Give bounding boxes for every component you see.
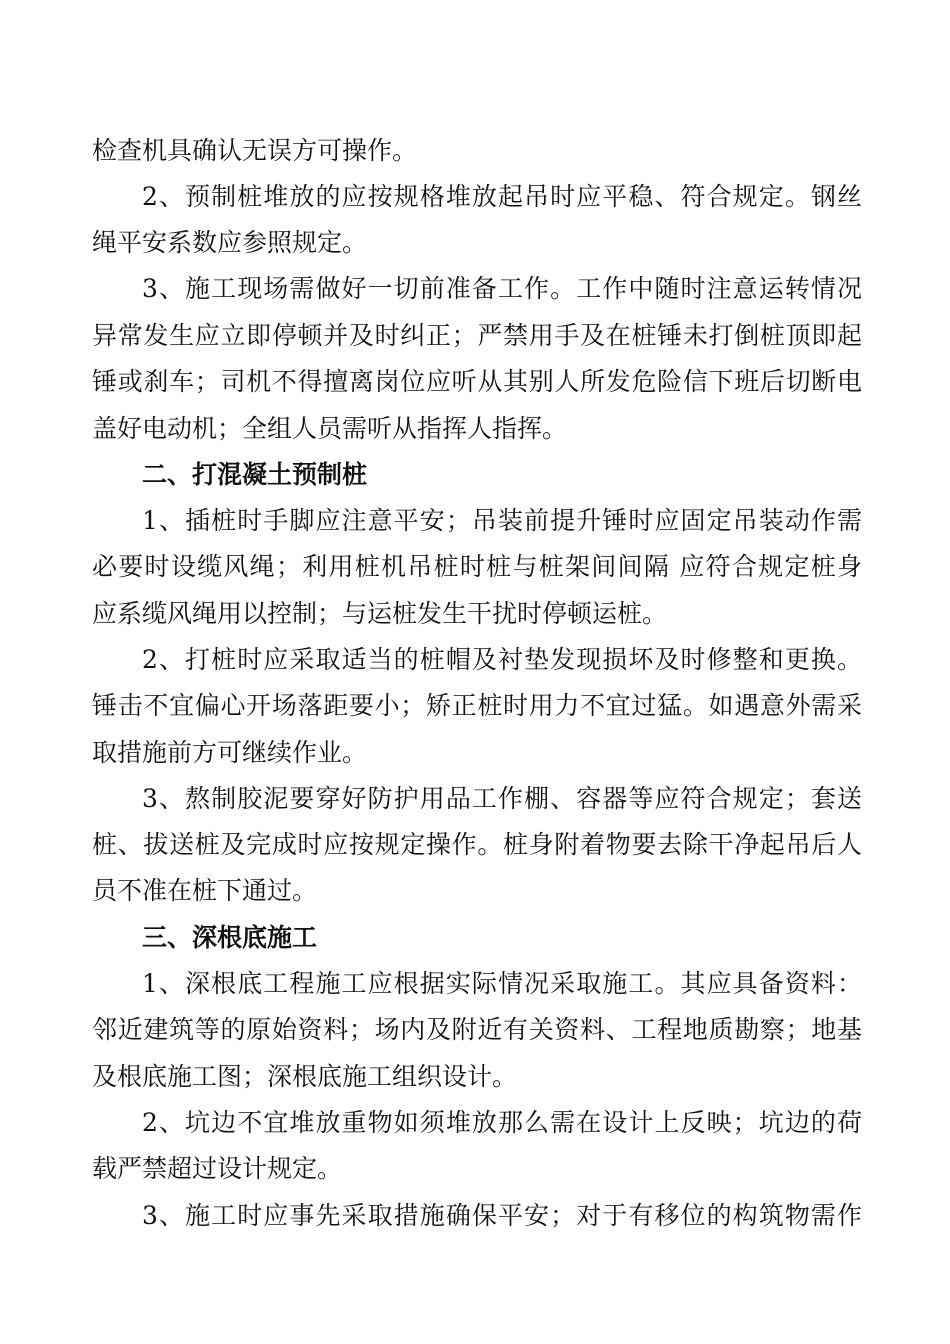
paragraph-line: 员不准在桩下通过。 xyxy=(92,876,318,905)
section-heading: 三、深根底施工 xyxy=(142,923,318,952)
paragraph-line: 锤击不宜偏心开场落距要小；矫正桩时用力不宜过猛。如遇意外需采 xyxy=(92,691,862,720)
paragraph-line: 盖好电动机；全组人员需听从指挥人指挥。 xyxy=(92,414,568,443)
paragraph-line: 检查机具确认无误方可操作。 xyxy=(92,136,418,165)
paragraph-line: 2、预制桩堆放的应按规格堆放起吊时应平稳、符合规定。钢丝 xyxy=(142,182,862,211)
paragraph-line: 异常发生应立即停顿并及时纠正；严禁用手及在桩锤未打倒桩顶即起 xyxy=(92,321,862,350)
paragraph-line: 应系缆风绳用以控制；与运桩发生干扰时停顿运桩。 xyxy=(92,599,668,628)
paragraph-line: 2、打桩时应采取适当的桩帽及衬垫发现损坏及时修整和更换。 xyxy=(142,645,862,674)
paragraph-line: 3、施工时应事先采取措施确保平安；对于有移位的构筑物需作 xyxy=(142,1201,862,1230)
paragraph-line: 及根底施工图；深根底施工组织设计。 xyxy=(92,1062,518,1091)
paragraph-line: 载严禁超过设计规定。 xyxy=(92,1154,343,1183)
paragraph-line: 2、坑边不宜堆放重物如须堆放那么需在设计上反映；坑边的荷 xyxy=(142,1108,862,1137)
paragraph-line: 3、施工现场需做好一切前准备工作。工作中随时注意运转情况 xyxy=(142,274,862,303)
paragraph-line: 3、熬制胶泥要穿好防护用品工作棚、容器等应符合规定；套送 xyxy=(142,784,862,813)
paragraph-line: 1、插桩时手脚应注意平安；吊装前提升锤时应固定吊装动作需 xyxy=(142,506,862,535)
paragraph-line: 必要时设缆风绳；利用桩机吊桩时桩与桩架间间隔 应符合规定桩身 xyxy=(92,552,862,581)
paragraph-line: 1、深根底工程施工应根据实际情况采取施工。其应具备资料： xyxy=(142,969,862,998)
section-heading: 二、打混凝土预制桩 xyxy=(142,460,368,489)
paragraph-line: 取措施前方可继续作业。 xyxy=(92,738,368,767)
paragraph-line: 绳平安系数应参照规定。 xyxy=(92,228,368,257)
paragraph-line: 桩、拔送桩及完成时应按规定操作。桩身附着物要去除干净起吊后人 xyxy=(92,830,862,859)
paragraph-line: 锤或刹车；司机不得擅离岗位应听从其别人所发危险信下班后切断电 xyxy=(92,367,862,396)
paragraph-line: 邻近建筑等的原始资料；场内及附近有关资料、工程地质勘察；地基 xyxy=(92,1015,862,1044)
